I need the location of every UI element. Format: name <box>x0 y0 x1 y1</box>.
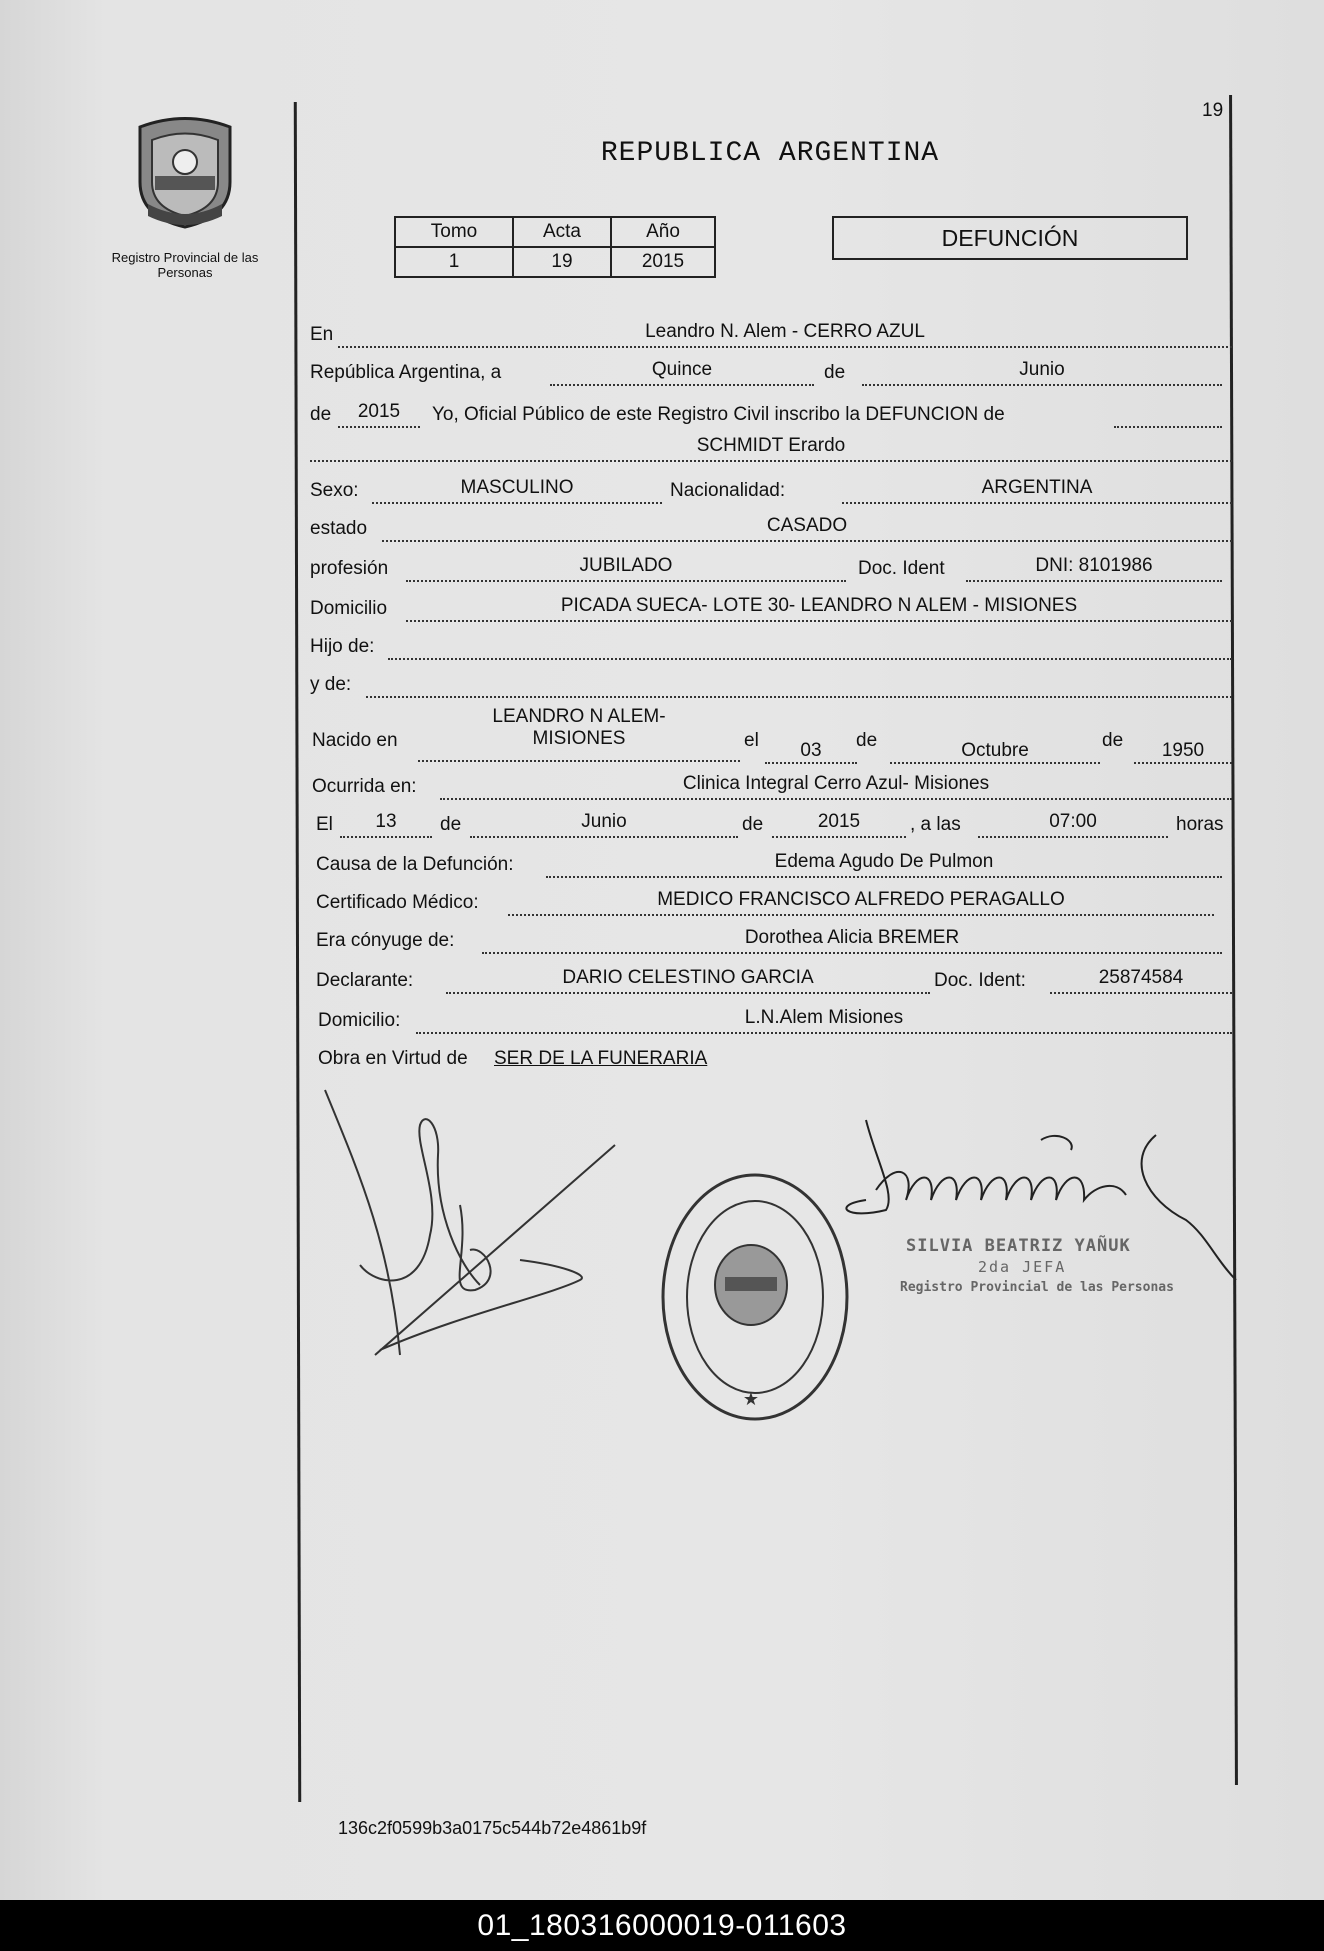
label-de-def2: de <box>742 814 764 835</box>
label-declarante: Declarante: <box>316 970 414 991</box>
label-yo: Yo, Oficial Público de este Registro Civil inscribo la DEFUNCION de <box>432 404 1005 425</box>
row-yde <box>310 668 1232 698</box>
document-title: REPUBLICA ARGENTINA <box>600 138 940 169</box>
row-obra <box>310 1042 1232 1072</box>
nacido-en-line1: LEANDRO N ALEM- <box>492 706 666 727</box>
row-declarante <box>310 964 1232 994</box>
label-conyuge: Era cónyuge de: <box>316 930 455 951</box>
label-doc-ident: Doc. Ident <box>858 558 945 579</box>
label-de-def: de <box>440 814 462 835</box>
row-nombre <box>310 432 1232 462</box>
field-hijo <box>388 632 1232 660</box>
footer-id-bar: 01_180316000019-011603 <box>0 1900 1324 1951</box>
field-def-dia: 13 <box>340 810 432 838</box>
label-nacionalidad: Nacionalidad: <box>670 480 786 501</box>
field-conyuge: Dorothea Alicia BREMER <box>482 926 1222 954</box>
left-margin-line <box>294 102 301 1802</box>
label-decl-doc: Doc. Ident: <box>934 970 1026 991</box>
field-def-mes: Junio <box>470 810 738 838</box>
label-nacido: Nacido en <box>312 730 398 751</box>
field-estado: CASADO <box>382 514 1232 542</box>
label-sexo: Sexo: <box>310 480 359 501</box>
field-yde <box>366 670 1232 698</box>
label-republica: República Argentina, a <box>310 362 502 383</box>
header-anio: Año <box>611 217 715 247</box>
field-nacionalidad: ARGENTINA <box>842 476 1232 504</box>
label-de-nac: de <box>856 730 878 751</box>
field-sexo: MASCULINO <box>372 476 662 504</box>
field-nacido-en <box>418 706 740 762</box>
field-certificado: MEDICO FRANCISCO ALFREDO PERAGALLO <box>508 888 1214 916</box>
field-def-anio: 2015 <box>772 810 906 838</box>
row-domicilio <box>310 592 1232 622</box>
registro-stamp-image <box>655 1165 855 1430</box>
field-continuation <box>1114 400 1222 428</box>
value-anio: 2015 <box>611 247 715 277</box>
label-de-nac2: de <box>1102 730 1124 751</box>
document-hash: 136c2f0599b3a0175c544b72e4861b9f <box>338 1818 647 1838</box>
label-de-anio: de <box>310 404 332 425</box>
row-nacido <box>310 706 1232 761</box>
doc-type-box: DEFUNCIÓN <box>832 216 1188 260</box>
row-fecha-defuncion <box>310 808 1232 838</box>
row-sexo <box>310 474 1232 504</box>
field-dia: Quince <box>550 358 814 386</box>
page-number: 19 <box>1202 100 1224 121</box>
value-tomo: 1 <box>395 247 513 277</box>
field-nac-anio: 1950 <box>1134 726 1232 764</box>
field-decl-doc: 25874584 <box>1050 966 1232 994</box>
label-yde: y de: <box>310 674 352 695</box>
officer-office: Registro Provincial de las Personas <box>900 1280 1174 1295</box>
label-ocurrida: Ocurrida en: <box>312 776 417 797</box>
field-nombre: SCHMIDT Erardo <box>310 434 1232 462</box>
field-declarante: DARIO CELESTINO GARCIA <box>446 966 930 994</box>
row-hijo <box>310 630 1232 660</box>
field-profesion: JUBILADO <box>406 554 846 582</box>
row-en <box>310 318 1232 348</box>
label-alas: , a las <box>910 814 961 835</box>
label-hijo: Hijo de: <box>310 636 375 657</box>
label-profesion: profesión <box>310 558 389 579</box>
header-tomo: Tomo <box>395 217 513 247</box>
label-el2: El <box>316 814 333 835</box>
row-profesion <box>310 552 1232 582</box>
row-ocurrida <box>310 770 1232 800</box>
label-en: En <box>310 324 334 345</box>
label-de: de <box>824 362 846 383</box>
field-causa: Edema Agudo De Pulmon <box>546 850 1222 878</box>
svg-text:★: ★ <box>742 1389 760 1410</box>
row-certificado <box>310 886 1232 916</box>
label-certificado: Certificado Médico: <box>316 892 479 913</box>
row-fecha <box>310 356 1232 386</box>
field-ocurrida: Clinica Integral Cerro Azul- Misiones <box>440 772 1232 800</box>
field-nac-dia: 03 <box>765 726 857 764</box>
row-conyuge <box>310 924 1232 954</box>
header-acta: Acta <box>513 217 611 247</box>
officer-name: SILVIA BEATRIZ YAÑUK <box>906 1236 1131 1256</box>
label-decl-domicilio: Domicilio: <box>318 1010 401 1031</box>
row-decl-domicilio <box>310 1004 1232 1034</box>
registro-caption: Registro Provincial de las Personas <box>111 250 259 280</box>
field-mes: Junio <box>862 358 1222 386</box>
label-causa: Causa de la Defunción: <box>316 854 514 875</box>
officer-role: 2da JEFA <box>978 1258 1067 1276</box>
row-causa <box>310 848 1232 878</box>
field-domicilio: PICADA SUECA- LOTE 30- LEANDRO N ALEM - MISIONES <box>406 594 1232 622</box>
label-domicilio: Domicilio <box>310 598 388 619</box>
field-lugar: Leandro N. Alem - CERRO AZUL <box>338 320 1232 348</box>
label-obra: Obra en Virtud de <box>318 1048 468 1069</box>
field-nac-mes: Octubre <box>890 726 1100 764</box>
row-anio <box>310 398 1232 428</box>
field-obra: SER DE LA FUNERARIA <box>494 1048 708 1069</box>
field-hora: 07:00 <box>978 810 1168 838</box>
field-doc-ident: DNI: 8101986 <box>966 554 1222 582</box>
row-estado <box>310 512 1232 542</box>
declarant-signature-image <box>320 1085 630 1365</box>
field-anio: 2015 <box>338 400 420 428</box>
value-acta: 19 <box>513 247 611 277</box>
label-el: el <box>744 730 759 751</box>
label-horas: horas <box>1176 814 1224 835</box>
nacido-en-line2: MISIONES <box>532 728 626 749</box>
acta-table <box>394 216 716 278</box>
misiones-seal-image <box>130 112 240 232</box>
label-estado: estado <box>310 518 368 539</box>
field-decl-domicilio: L.N.Alem Misiones <box>416 1006 1232 1034</box>
